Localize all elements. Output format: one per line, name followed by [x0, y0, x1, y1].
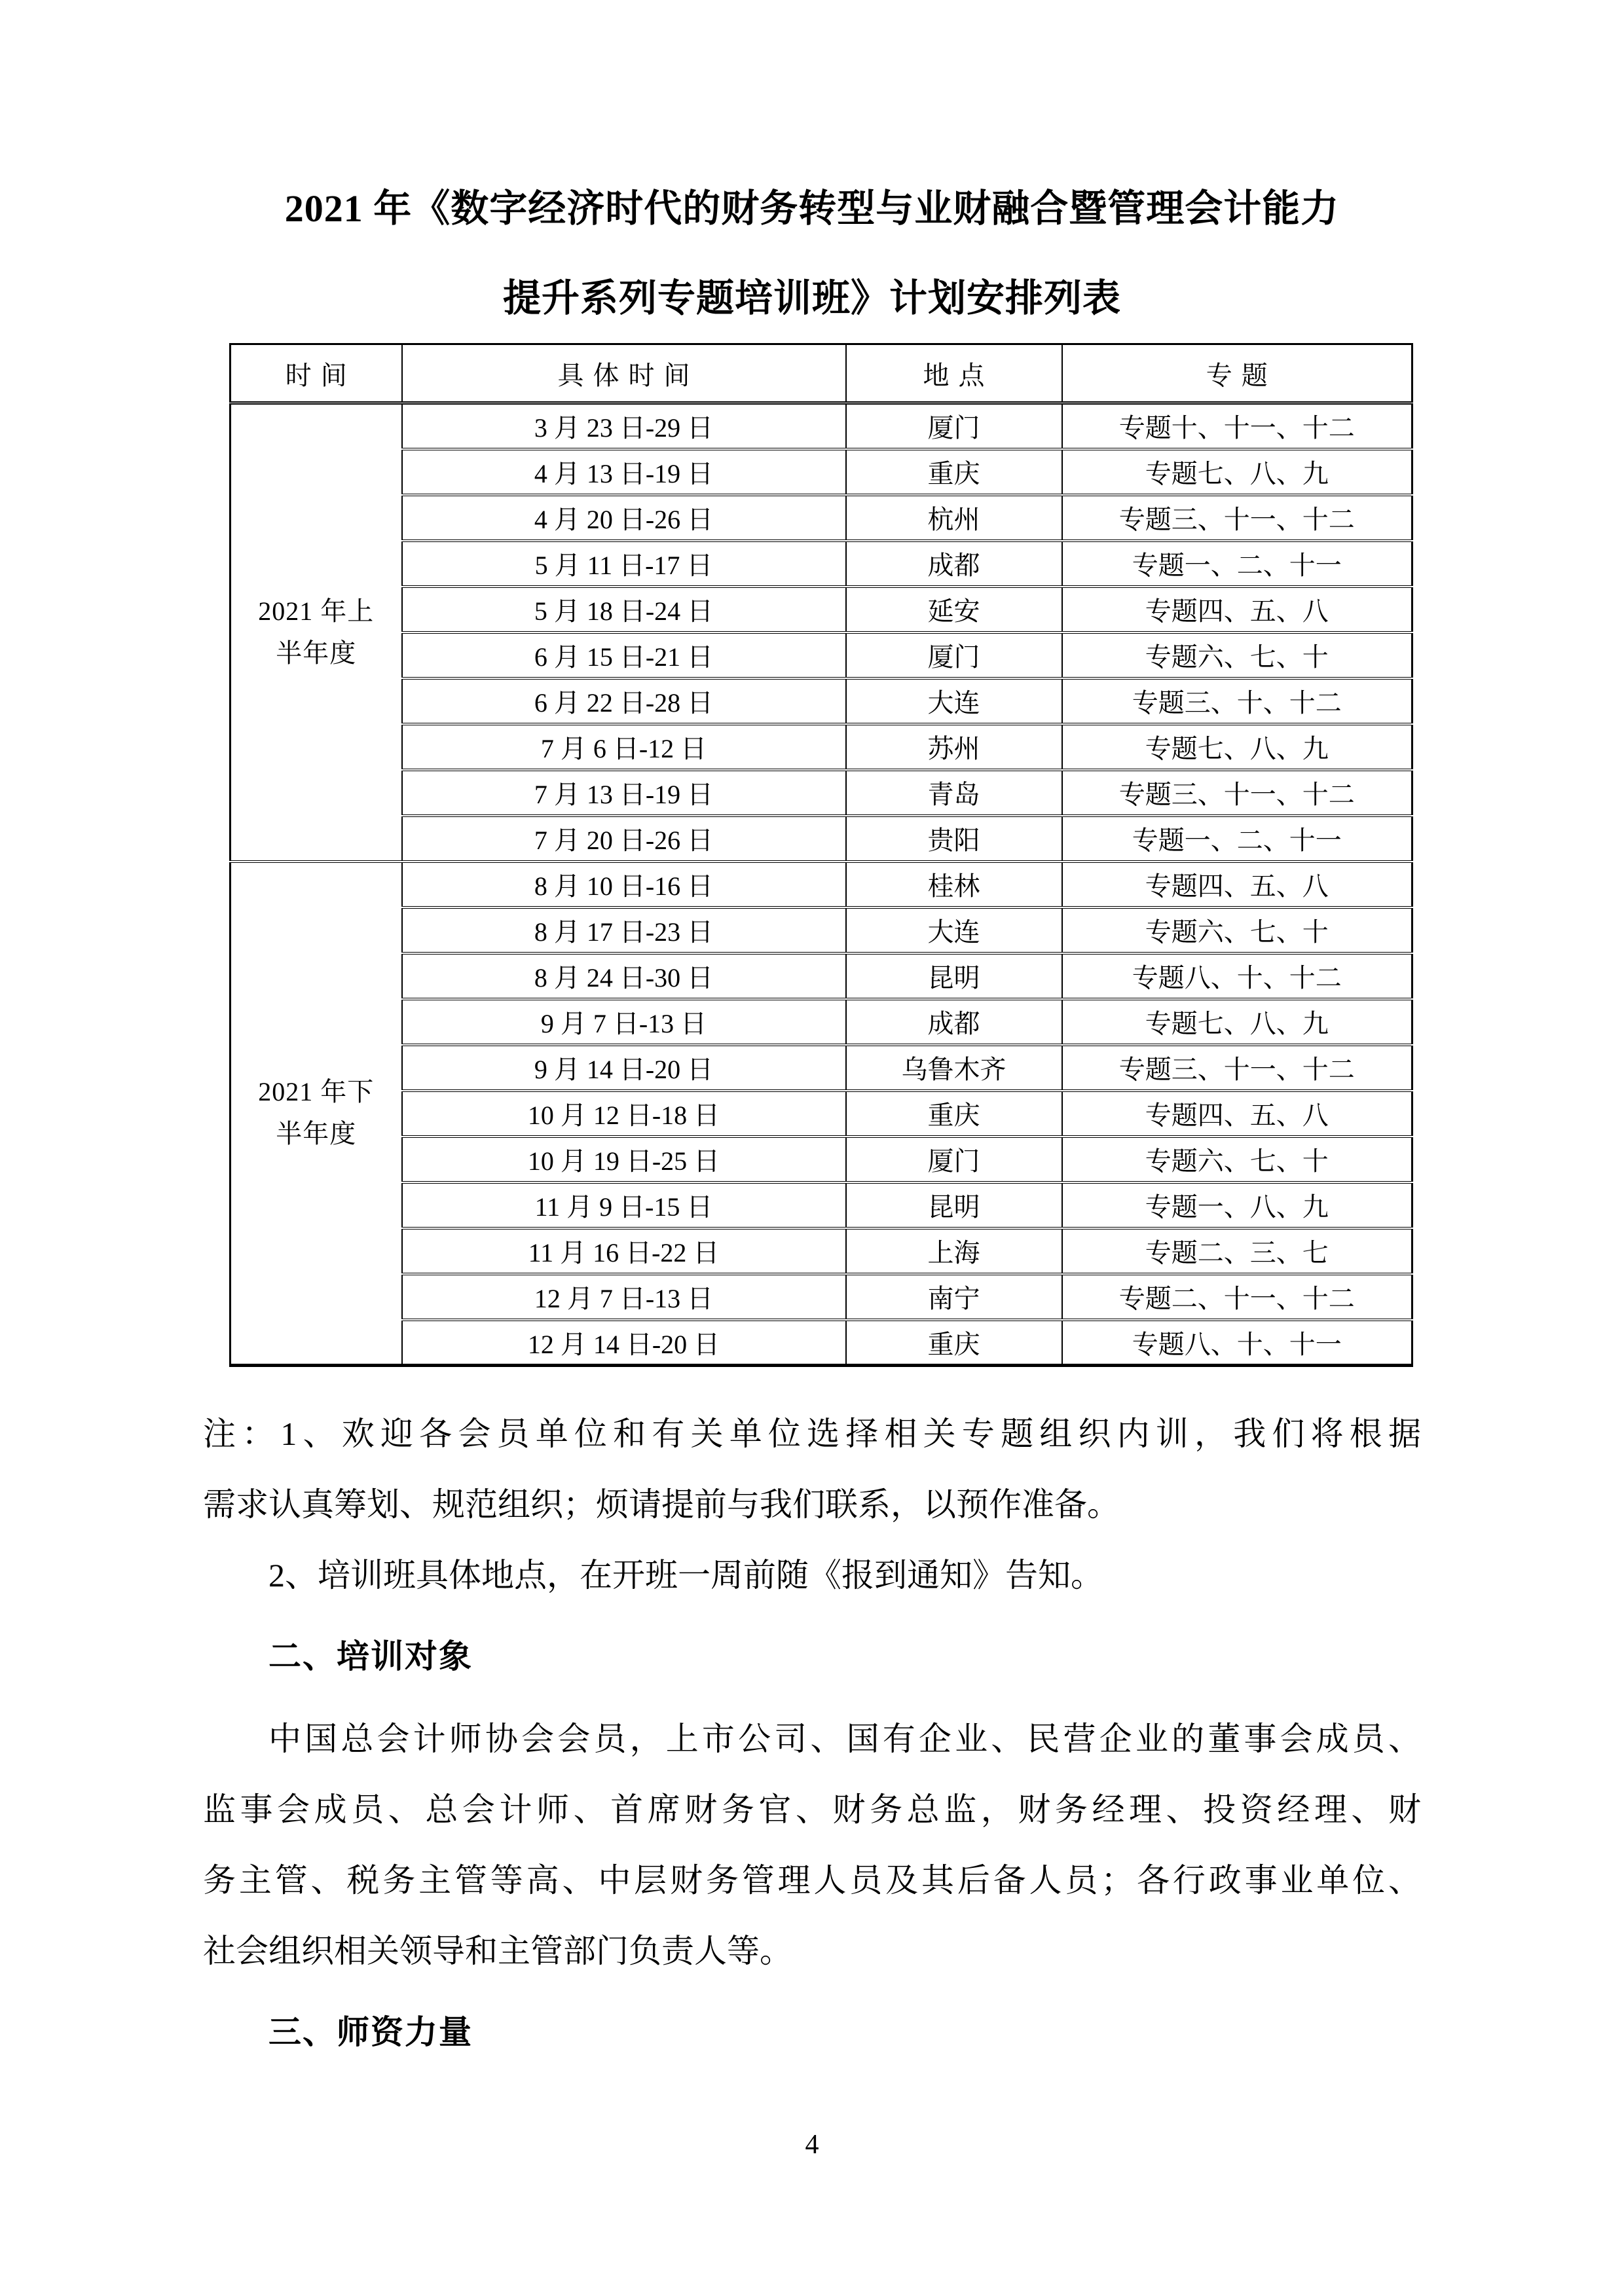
cell-place: 重庆 — [846, 449, 1062, 495]
table-row — [231, 1182, 1412, 1228]
period-label-line: 半年度 — [276, 1119, 357, 1149]
cell-topics: 专题七、八、九 — [1062, 724, 1412, 770]
cell-place: 上海 — [846, 1228, 1062, 1274]
table-row — [231, 1045, 1412, 1091]
table-row — [231, 724, 1412, 770]
cell-topics: 专题八、十、十一 — [1062, 1320, 1412, 1366]
training-targets-paragraph — [203, 1704, 1421, 1986]
cell-topics: 专题一、二、十一 — [1062, 816, 1412, 862]
note-line: 需求认真筹划、规范组织；烦请提前与我们联系，以预作准备。 — [203, 1486, 1120, 1523]
cell-place: 昆明 — [846, 953, 1062, 999]
header-topic: 专题 — [1062, 344, 1412, 403]
cell-topics: 专题三、十、十二 — [1062, 678, 1412, 724]
cell-date: 4 月 20 日-26 日 — [402, 495, 846, 541]
cell-date: 10 月 12 日-18 日 — [402, 1091, 846, 1137]
paragraph-line: 中国总会计师协会会员，上市公司、国有企业、民营企业的董事会成员、 — [268, 1721, 1421, 1757]
cell-date: 12 月 14 日-20 日 — [402, 1320, 846, 1366]
cell-topics: 专题十、十一、十二 — [1062, 403, 1412, 449]
body-content — [203, 1398, 1421, 2068]
cell-date: 8 月 10 日-16 日 — [402, 862, 846, 907]
cell-date: 9 月 14 日-20 日 — [402, 1045, 846, 1091]
cell-place: 大连 — [846, 678, 1062, 724]
note-line: 2、培训班具体地点，在开班一周前随《报到通知》告知。 — [268, 1557, 1103, 1594]
table-row — [231, 541, 1412, 587]
page-title-line2: 提升系列专题培训班》计划安排列表 — [502, 277, 1121, 319]
cell-date: 8 月 17 日-23 日 — [402, 907, 846, 953]
cell-place: 大连 — [846, 907, 1062, 953]
cell-date: 11 月 9 日-15 日 — [402, 1182, 846, 1228]
cell-place: 昆明 — [846, 1182, 1062, 1228]
table-row — [231, 999, 1412, 1045]
cell-place: 重庆 — [846, 1091, 1062, 1137]
header-detail-time: 具体时间 — [402, 344, 846, 403]
cell-place: 厦门 — [846, 632, 1062, 678]
cell-date: 8 月 24 日-30 日 — [402, 953, 846, 999]
cell-date: 12 月 7 日-13 日 — [402, 1274, 846, 1320]
cell-topics: 专题八、十、十二 — [1062, 953, 1412, 999]
cell-place: 成都 — [846, 999, 1062, 1045]
cell-place: 南宁 — [846, 1274, 1062, 1320]
table-row — [231, 907, 1412, 953]
period-cell-first-half — [231, 403, 402, 862]
table-row — [231, 449, 1412, 495]
cell-place: 厦门 — [846, 403, 1062, 449]
paragraph-line: 社会组织相关领导和主管部门负责人等。 — [203, 1933, 792, 1969]
cell-date: 7 月 13 日-19 日 — [402, 770, 846, 816]
note-paragraph-2 — [203, 1540, 1421, 1611]
table-row — [231, 953, 1412, 999]
table-header-row — [231, 344, 1412, 403]
cell-topics: 专题六、七、十 — [1062, 632, 1412, 678]
table-row — [231, 1274, 1412, 1320]
cell-date: 7 月 20 日-26 日 — [402, 816, 846, 862]
cell-place: 贵阳 — [846, 816, 1062, 862]
paragraph-line: 监事会成员、总会计师、首席财务官、财务总监，财务经理、投资经理、财 — [203, 1791, 1421, 1828]
page-title-line1: 2021 年《数字经济时代的财务转型与业财融合暨管理会计能力 — [284, 187, 1340, 230]
table-row — [231, 587, 1412, 632]
table-row — [231, 632, 1412, 678]
cell-place: 成都 — [846, 541, 1062, 587]
cell-date: 9 月 7 日-13 日 — [402, 999, 846, 1045]
cell-topics: 专题一、二、十一 — [1062, 541, 1412, 587]
period-cell-second-half — [231, 862, 402, 1366]
section-heading-training-targets: 二、培训对象 — [268, 1638, 473, 1675]
cell-place: 重庆 — [846, 1320, 1062, 1366]
cell-topics: 专题七、八、九 — [1062, 449, 1412, 495]
paragraph-line: 务主管、税务主管等高、中层财务管理人员及其后备人员；各行政事业单位、 — [203, 1862, 1421, 1899]
cell-place: 延安 — [846, 587, 1062, 632]
page-number: 4 — [805, 2130, 819, 2160]
page-title — [0, 0, 1624, 343]
cell-topics: 专题三、十一、十二 — [1062, 495, 1412, 541]
cell-topics: 专题一、八、九 — [1062, 1182, 1412, 1228]
table-row — [231, 862, 1412, 907]
cell-date: 7 月 6 日-12 日 — [402, 724, 846, 770]
schedule-table — [229, 343, 1413, 1367]
table-row — [231, 1091, 1412, 1137]
cell-date: 5 月 11 日-17 日 — [402, 541, 846, 587]
cell-place: 杭州 — [846, 495, 1062, 541]
cell-date: 6 月 15 日-21 日 — [402, 632, 846, 678]
table-row — [231, 678, 1412, 724]
header-place: 地点 — [846, 344, 1062, 403]
cell-topics: 专题二、三、七 — [1062, 1228, 1412, 1274]
cell-place: 青岛 — [846, 770, 1062, 816]
cell-topics: 专题三、十一、十二 — [1062, 1045, 1412, 1091]
table-row — [231, 403, 1412, 449]
cell-place: 厦门 — [846, 1137, 1062, 1182]
cell-topics: 专题四、五、八 — [1062, 1091, 1412, 1137]
cell-topics: 专题四、五、八 — [1062, 862, 1412, 907]
period-label-line: 2021 年下 — [258, 1077, 375, 1107]
cell-topics: 专题七、八、九 — [1062, 999, 1412, 1045]
table-row — [231, 1137, 1412, 1182]
note-line: 注：1、欢迎各会员单位和有关单位选择相关专题组织内训，我们将根据 — [203, 1415, 1421, 1452]
cell-place: 桂林 — [846, 862, 1062, 907]
table-row — [231, 770, 1412, 816]
period-label-line: 2021 年上 — [258, 596, 375, 626]
cell-topics: 专题四、五、八 — [1062, 587, 1412, 632]
header-time: 时间 — [231, 344, 402, 403]
table-row — [231, 495, 1412, 541]
cell-place: 苏州 — [846, 724, 1062, 770]
cell-topics: 专题六、七、十 — [1062, 1137, 1412, 1182]
cell-topics: 专题二、十一、十二 — [1062, 1274, 1412, 1320]
cell-topics: 专题三、十一、十二 — [1062, 770, 1412, 816]
cell-place: 乌鲁木齐 — [846, 1045, 1062, 1091]
note-paragraph-1 — [203, 1398, 1421, 1540]
cell-date: 10 月 19 日-25 日 — [402, 1137, 846, 1182]
cell-topics: 专题六、七、十 — [1062, 907, 1412, 953]
cell-date: 11 月 16 日-22 日 — [402, 1228, 846, 1274]
table-row — [231, 1320, 1412, 1366]
section-heading-faculty: 三、师资力量 — [268, 2014, 473, 2050]
cell-date: 4 月 13 日-19 日 — [402, 449, 846, 495]
cell-date: 6 月 22 日-28 日 — [402, 678, 846, 724]
cell-date: 5 月 18 日-24 日 — [402, 587, 846, 632]
cell-date: 3 月 23 日-29 日 — [402, 403, 846, 449]
period-label-line: 半年度 — [276, 638, 357, 668]
table-row — [231, 816, 1412, 862]
table-row — [231, 1228, 1412, 1274]
